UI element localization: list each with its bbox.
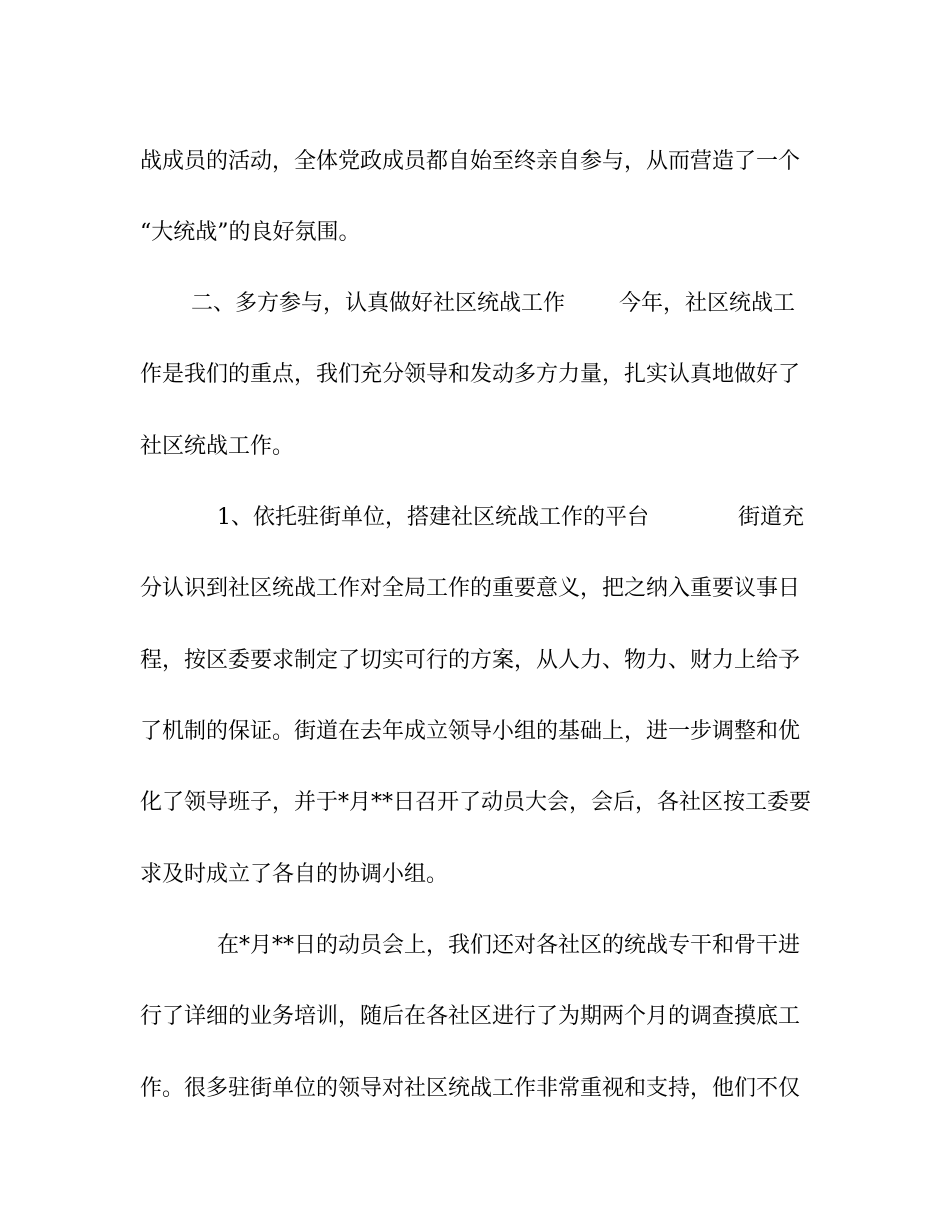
text-line: 社区统战工作。 [140,434,295,459]
text-line: 今年，社区统战工 [619,291,796,316]
text-line: 求及时成立了各自的协调小组。 [140,862,449,887]
text-line: 战成员的活动，全体党政成员都自始至终亲自参与，从而营造了一个 [140,149,801,174]
section-heading: 二、多方参与，认真做好社区统战工作 [191,291,566,316]
subsection-heading: 1、依托驻街单位，搭建社区统战工作的平台 [217,505,649,530]
text-line: 化了领导班子，并于*月**日召开了动员大会，会后，各社区按工委要 [140,790,812,815]
text-line: 分认识到社区统战工作对全局工作的重要意义，把之纳入重要议事日 [140,576,801,601]
text-line: 程，按区委要求制定了切实可行的方案，从人力、物力、财力上给予 [140,648,801,673]
text-line: 作是我们的重点，我们充分领导和发动多方力量，扎实认真地做好了 [140,362,801,387]
text-line: 行了详细的业务培训，随后在各社区进行了为期两个月的调查摸底工 [140,1004,801,1029]
text-line: 作。很多驻街单位的领导对社区统战工作非常重视和支持，他们不仅 [140,1076,801,1101]
text-line: 街道充 [738,505,805,530]
text-line: 了机制的保证。街道在去年成立领导小组的基础上，进一步调整和优 [140,719,801,744]
text-line: “大统战”的良好氛围。 [140,220,361,245]
text-line: 在*月**日的动员会上，我们还对各社区的统战专干和骨干进 [217,933,801,958]
